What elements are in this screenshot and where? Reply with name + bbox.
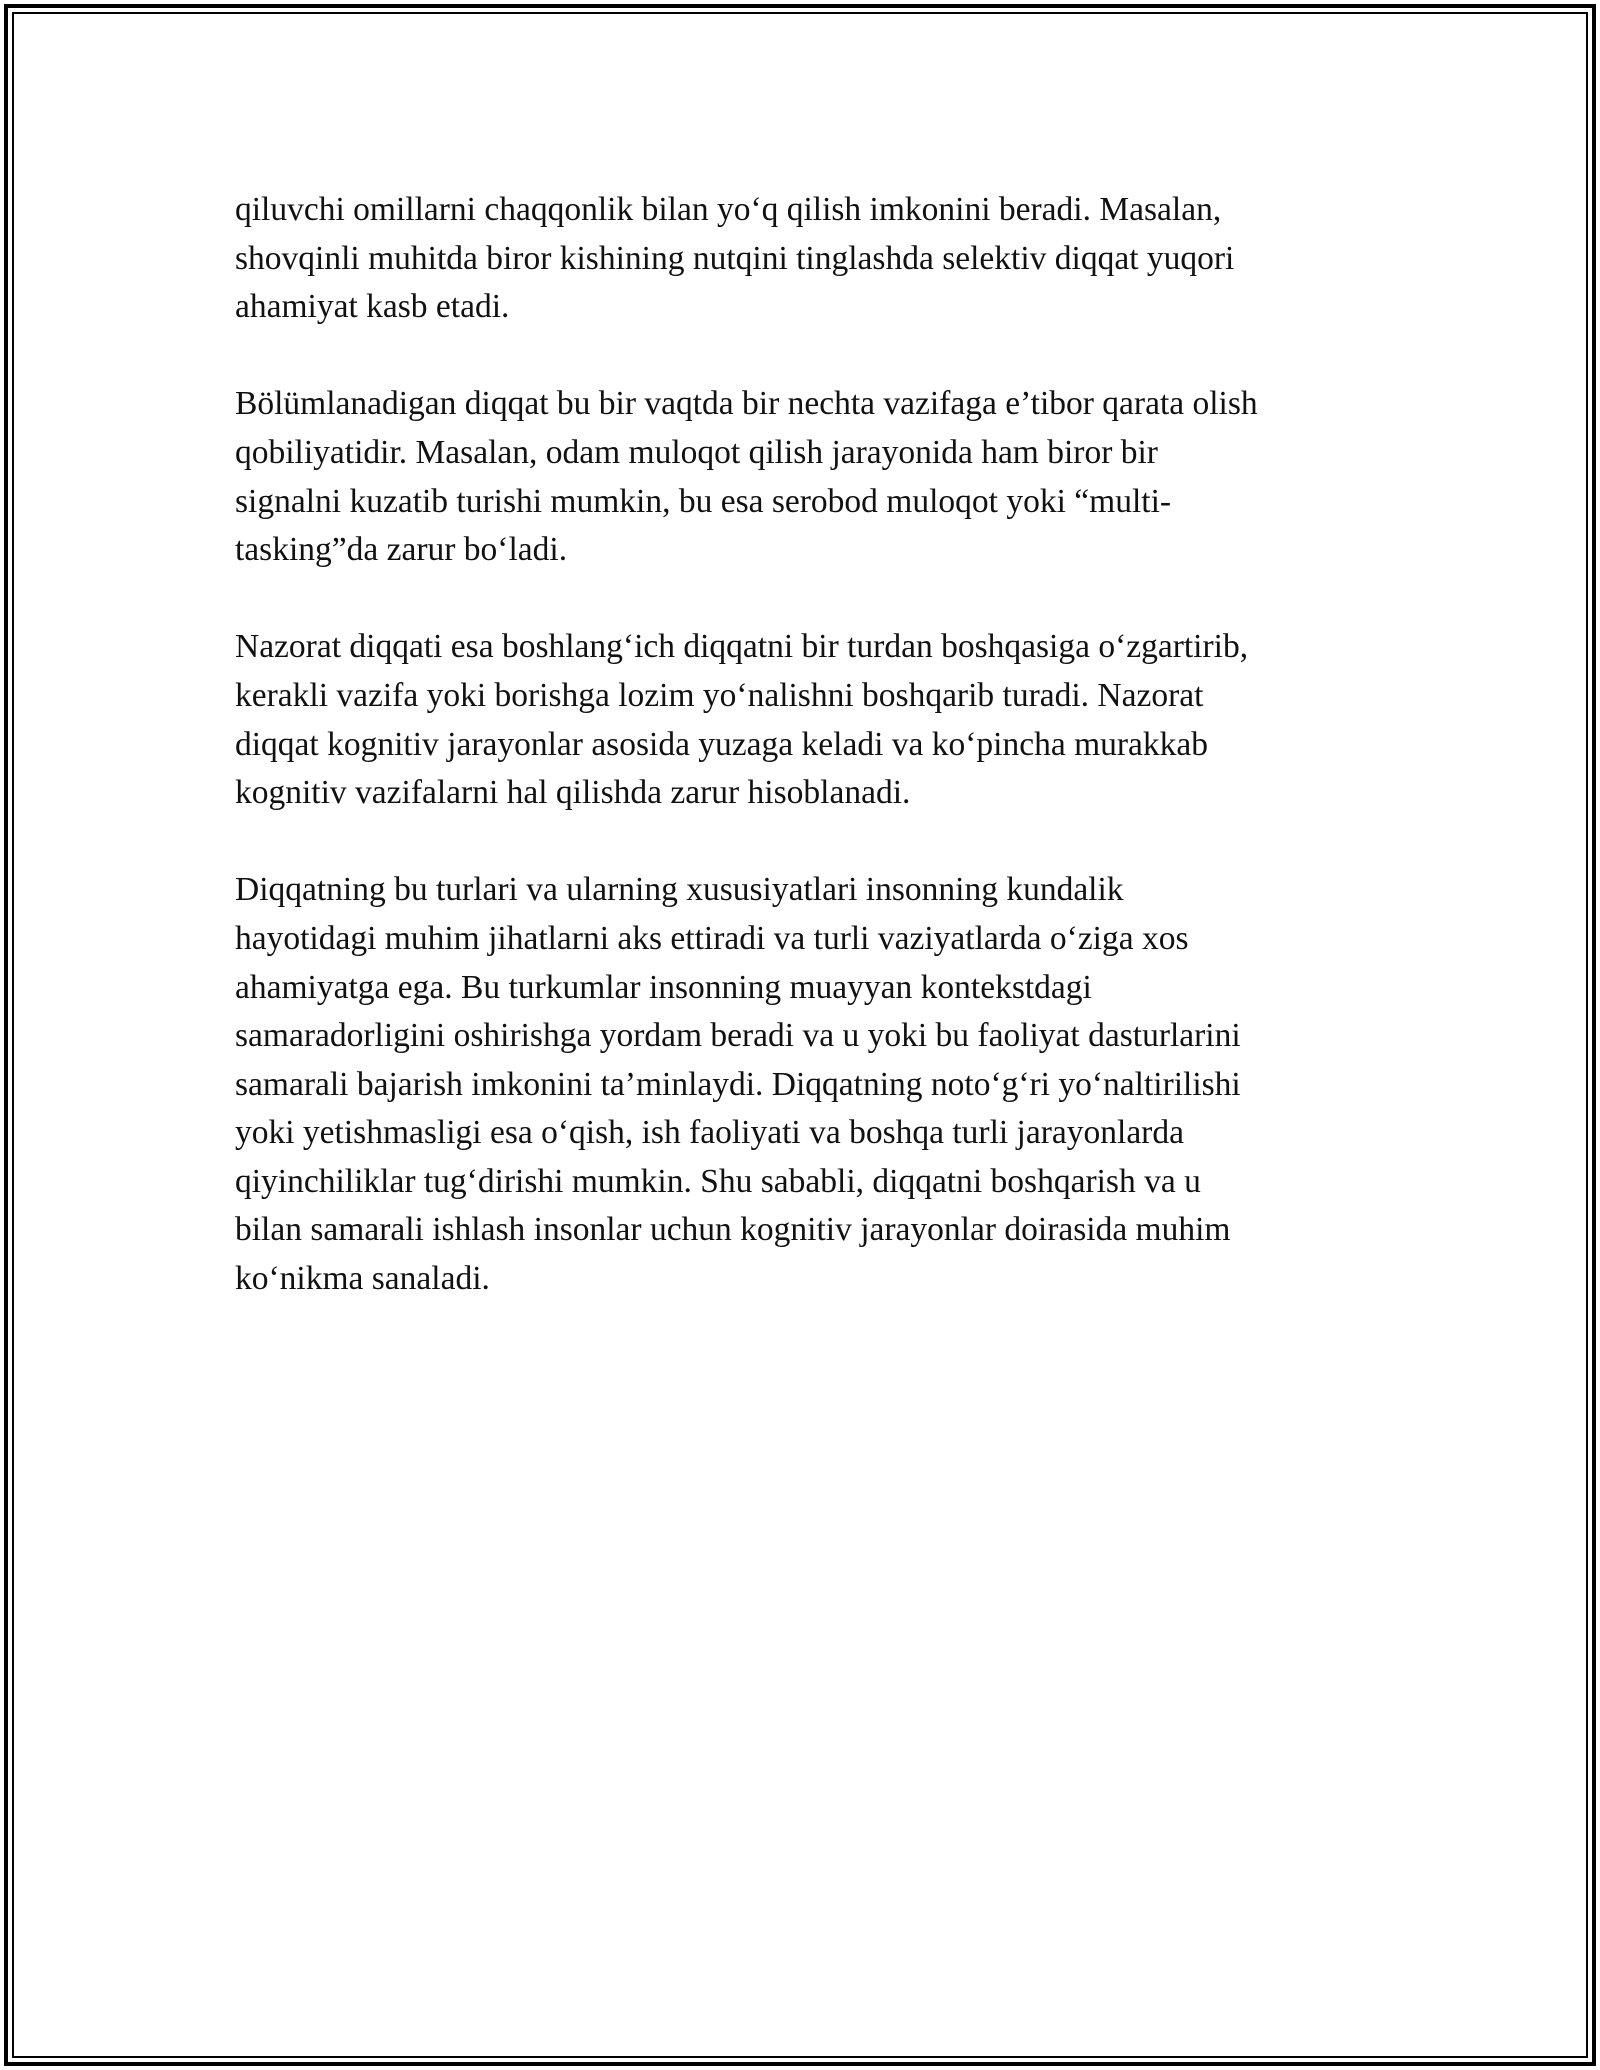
- text-line: ahamiyatga ega. Bu turkumlar insonning muayyan kontekstdagi: [235, 968, 1092, 1006]
- text-line: qiluvchi omillarni chaqqonlik bilan yo‘q qilish imkonini beradi. Masalan,: [235, 191, 1222, 228]
- text-line: yoki yetishmasligi esa o‘qish, ish faoliyati va boshqa turli jarayonlarda: [235, 1114, 1184, 1152]
- paragraph-divided-attention: [235, 380, 1375, 574]
- text-line: Nazorat diqqati esa boshlang‘ich diqqatni bir turdan boshqasiga o‘zgartirib,: [235, 628, 1249, 666]
- text-line: bilan samarali ishlash insonlar uchun kognitiv jarayonlar doirasida muhim: [235, 1211, 1231, 1249]
- text-line: Diqqatning bu turlari va ularning xususiyatlari insonning kundalik: [235, 871, 1124, 909]
- text-line: shovqinli muhitda biror kishining nutqini tinglashda selektiv diqqat yuqori: [235, 239, 1235, 277]
- text-line: samarali bajarish imkonini ta’minlaydi. Diqqatning noto‘g‘ri yo‘naltirilishi: [235, 1065, 1241, 1103]
- text-line: kognitiv vazifalarni hal qilishda zarur hisoblanadi.: [235, 774, 911, 812]
- text-line: qiyinchiliklar tug‘dirishi mumkin. Shu sababli, diqqatni boshqarish va u: [235, 1162, 1201, 1200]
- text-line: ahamiyat kasb etadi.: [235, 288, 510, 326]
- text-line: ko‘nikma sanaladi.: [235, 1260, 490, 1298]
- text-line: Bölümlanadigan diqqat bu bir vaqtda bir nechta vazifaga e’tibor qarata olish: [235, 385, 1258, 423]
- paragraph-control-attention: [235, 623, 1375, 817]
- text-line: tasking”da zarur bo‘ladi.: [235, 531, 568, 569]
- paragraph-selective-attention: [235, 186, 1375, 332]
- text-line: kerakli vazifa yoki borishga lozim yo‘nalishni boshqarib turadi. Nazorat: [235, 676, 1204, 714]
- text-line: qobiliyatidir. Masalan, odam muloqot qilish jarayonida ham biror bir: [235, 433, 1158, 471]
- text-line: diqqat kognitiv jarayonlar asosida yuzaga keladi va ko‘pincha murakkab: [235, 725, 1209, 763]
- paragraph-conclusion: [235, 866, 1375, 1303]
- text-line: signalni kuzatib turishi mumkin, bu esa serobod muloqot yoki “multi-: [235, 482, 1172, 520]
- text-line: hayotidagi muhim jihatlarni aks ettiradi va turli vaziyatlarda o‘ziga xos: [235, 919, 1189, 957]
- document-body: [235, 186, 1375, 1352]
- text-line: samaradorligini oshirishga yordam beradi va u yoki bu faoliyat dasturlarini: [235, 1017, 1241, 1055]
